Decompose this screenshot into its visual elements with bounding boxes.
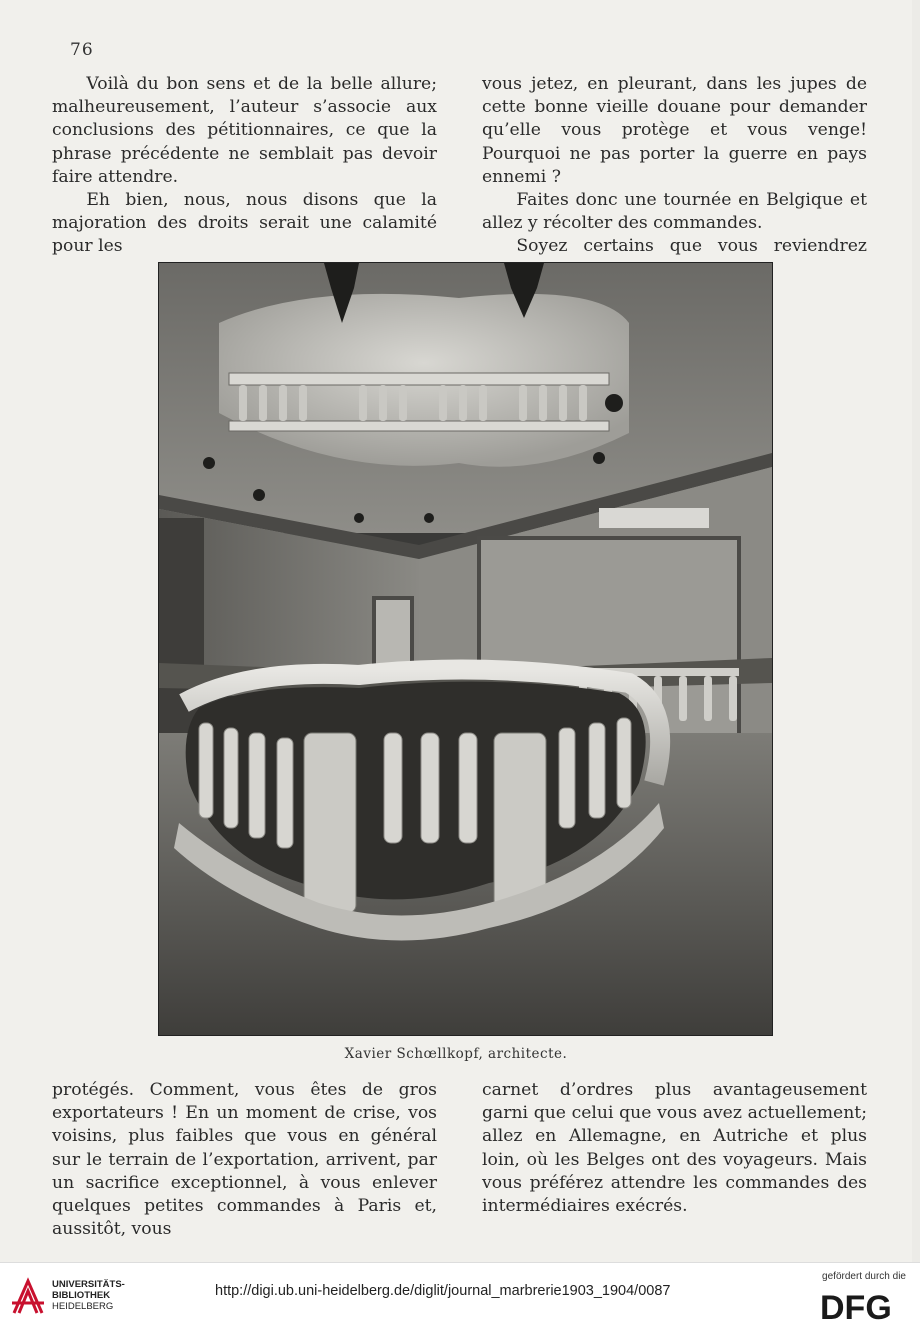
figure-caption: Xavier Schœllkopf, architecte. [344, 1046, 568, 1062]
funding-label: gefördert durch die [822, 1271, 906, 1282]
paragraph: Faites donc une tournée en Belgique et allez y récolter des commandes. [482, 190, 867, 234]
paragraph: Soyez certains que vous reviendrez [516, 236, 867, 257]
right-column-bottom [482, 1079, 867, 1218]
library-name-line: HEIDELBERG [52, 1301, 114, 1312]
photograph-stairwell-balustrade [159, 263, 772, 1035]
paragraph: Eh bien, nous, nous disons que la majoration des droits serait une calamité pour les [52, 190, 437, 257]
library-name-line: BIBLIOTHEK [52, 1290, 111, 1301]
university-library-logo-icon [10, 1277, 46, 1317]
paragraph: vous jetez, en pleurant, dans les jupes de cette bonne vieille douane pour demander qu’elle vous protège et vous venge! Pourquoi ne pas porter la guerre en pays ennemi ? [482, 74, 867, 187]
library-name [52, 1279, 125, 1312]
page-number: 76 [70, 40, 94, 60]
left-column-bottom [52, 1079, 437, 1241]
digitization-footer [0, 1262, 920, 1334]
paragraph: Voilà du bon sens et de la belle allure; malheureusement, l’auteur s’associe aux conclusions des pétitionnaires, ce que la phrase précédente ne semblait pas devoir faire attendre. [52, 74, 437, 187]
dfg-logo-icon [820, 1289, 906, 1323]
library-name-line: UNIVERSITÄTS- [52, 1279, 125, 1290]
paragraph: protégés. Comment, vous êtes de gros exportateurs ! En un moment de crise, vos voisins, plus faibles que vous en général sur le terrain de l’exportation, arrivent, par un sacrifice exceptionnel, à vous enlever quelques petites commandes à Paris et, aussitôt, vous [52, 1080, 437, 1240]
permalink-url[interactable]: http://digi.ub.uni-heidelberg.de/diglit/journal_marbrerie1903_1904/0087 [215, 1283, 671, 1299]
photo-illustration [159, 263, 772, 1035]
dfg-logo-text: DFG [820, 1289, 892, 1323]
left-column-top [52, 73, 437, 259]
paragraph: carnet d’ordres plus avantageusement garni que celui que vous avez actuellement; allez en Allemagne, en Autriche et plus loin, où les Belges ont des voyageurs. Mais vous préférez attendre les commandes des intermédiaires exécrés. [482, 1080, 867, 1217]
right-column-top [482, 73, 867, 282]
